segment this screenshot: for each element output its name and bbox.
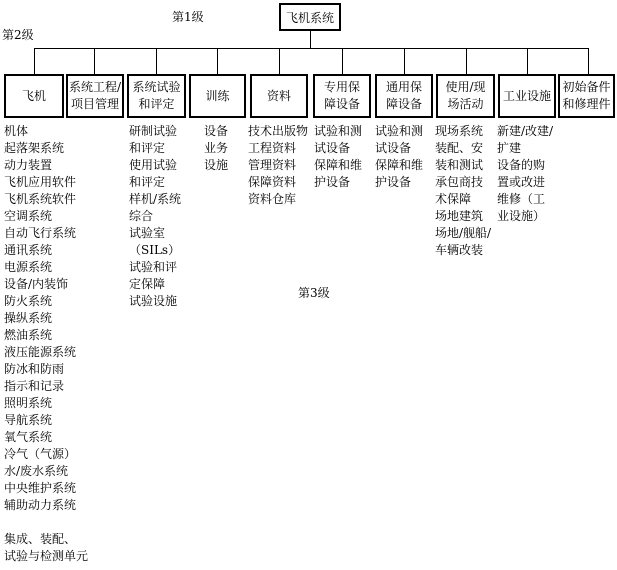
list-item: 新建/改建/ — [497, 124, 554, 138]
aircraft-item-list — [4, 123, 88, 565]
list-item: 和评定 — [129, 141, 166, 155]
list-item: 自动飞行系统 — [4, 226, 77, 240]
list-item: 试验和测 — [375, 124, 424, 138]
list-item: 研制试验 — [129, 124, 178, 138]
branch-connector — [34, 48, 35, 74]
branch-connector — [217, 48, 218, 74]
list-item: 护设备 — [375, 175, 412, 189]
list-item: 设备 — [204, 124, 229, 138]
list-item: 水/废水系统 — [4, 464, 69, 478]
list-item: 防冰和防雨 — [4, 362, 65, 376]
list-item: 试验和评 — [129, 260, 178, 274]
list-item: 车辆改装 — [435, 243, 484, 257]
list-item: 试验和测 — [314, 124, 363, 138]
list-item: 定保障 — [129, 277, 166, 291]
list-item: 术保障 — [435, 192, 472, 206]
list-item: 通讯系统 — [4, 243, 53, 257]
list-item: 保障资料 — [248, 175, 297, 189]
list-item: 设备的购 — [497, 158, 546, 172]
list-item: 使用试验 — [129, 158, 178, 172]
node-operational-site-activation: 使用/现 场活动 — [436, 74, 495, 118]
root-node-aircraft-system: 飞机系统 — [279, 3, 341, 31]
branch-connector — [279, 48, 280, 74]
list-item: 保障和维 — [314, 158, 363, 172]
branch-connector — [527, 48, 528, 74]
list-item: 试设备 — [375, 141, 412, 155]
list-item: 试设备 — [314, 141, 351, 155]
list-item: 操纵系统 — [4, 311, 53, 325]
branch-connector — [94, 48, 95, 74]
list-item: 场地建筑 — [435, 209, 484, 223]
node-common-support-equipment: 通用保 障设备 — [375, 74, 433, 118]
list-item: 电源系统 — [4, 260, 53, 274]
branch-connector — [342, 48, 343, 74]
branch-connector — [466, 48, 467, 74]
list-item: 中央维护系统 — [4, 481, 77, 495]
list-item: 保障和维 — [375, 158, 424, 172]
list-item: 试验与检测单元 — [4, 549, 89, 563]
root-connector — [310, 31, 311, 48]
level1-label: 第1级 — [172, 10, 204, 24]
list-item: 装和测试 — [435, 158, 484, 172]
list-item: 飞机应用软件 — [4, 175, 77, 189]
list-item: 氧气系统 — [4, 430, 53, 444]
list-item: 冷气（气源） — [4, 447, 77, 461]
list-item: 照明系统 — [4, 396, 53, 410]
list-item: 和评定 — [129, 175, 166, 189]
list-item: 业设施） — [497, 209, 546, 223]
list-item: 起落架系统 — [4, 141, 65, 155]
list-item: 管理资料 — [248, 158, 297, 172]
list-item: 防火系统 — [4, 294, 53, 308]
list-item: （SILs） — [129, 243, 181, 257]
level3-label: 第3级 — [298, 286, 330, 300]
list-item: 工程资料 — [248, 141, 297, 155]
list-item: 设备/内装饰 — [4, 277, 69, 291]
level2-bus-line — [34, 48, 588, 49]
list-item: 设施 — [204, 158, 229, 172]
list-item: 场地/舰船/ — [435, 226, 492, 240]
node-industrial-facilities: 工业设施 — [498, 74, 556, 118]
data-item-list — [248, 123, 308, 208]
branch-connector — [588, 48, 589, 74]
list-item: 试验室 — [129, 226, 166, 240]
list-item: 技术出版物 — [248, 124, 309, 138]
list-item: 液压能源系统 — [4, 345, 77, 359]
list-item: 置或改进 — [497, 175, 546, 189]
common-support-item-list — [375, 123, 423, 191]
special-support-item-list — [314, 123, 362, 191]
list-item: 资料仓库 — [248, 192, 297, 206]
industrial-facilities-item-list — [497, 123, 553, 225]
node-aircraft: 飞机 — [4, 74, 64, 118]
node-system-test-evaluation: 系统试验 和评定 — [127, 74, 186, 118]
branch-connector — [156, 48, 157, 74]
list-item: 空调系统 — [4, 209, 53, 223]
node-initial-spares: 初始备件 和修理件 — [558, 74, 615, 118]
list-item: 维修（工 — [497, 192, 546, 206]
list-item: 导航系统 — [4, 413, 53, 427]
node-training: 训练 — [189, 74, 246, 118]
list-item: 机体 — [4, 124, 29, 138]
branch-connector — [404, 48, 405, 74]
list-item: 承包商技 — [435, 175, 484, 189]
list-item: 集成、装配、 — [4, 532, 77, 546]
list-spacer — [4, 514, 88, 531]
node-data: 资料 — [250, 74, 308, 118]
list-item: 动力装置 — [4, 158, 53, 172]
list-item: 装配、安 — [435, 141, 484, 155]
node-special-support-equipment: 专用保 障设备 — [313, 74, 371, 118]
list-item: 扩建 — [497, 141, 522, 155]
test-evaluation-item-list — [129, 123, 181, 310]
list-item: 综合 — [129, 209, 154, 223]
list-item: 燃油系统 — [4, 328, 53, 342]
list-item: 试验设施 — [129, 294, 178, 308]
list-item: 护设备 — [314, 175, 351, 189]
list-item: 样机/系统 — [129, 192, 182, 206]
list-item: 指示和记录 — [4, 379, 65, 393]
training-item-list — [204, 123, 228, 174]
list-item: 飞机系统软件 — [4, 192, 77, 206]
node-systems-engineering: 系统工程/ 项目管理 — [66, 74, 124, 118]
list-item: 辅助动力系统 — [4, 498, 77, 512]
list-item: 现场系统 — [435, 124, 484, 138]
list-item: 业务 — [204, 141, 229, 155]
level2-label: 第2级 — [2, 28, 34, 42]
site-activation-item-list — [435, 123, 491, 259]
